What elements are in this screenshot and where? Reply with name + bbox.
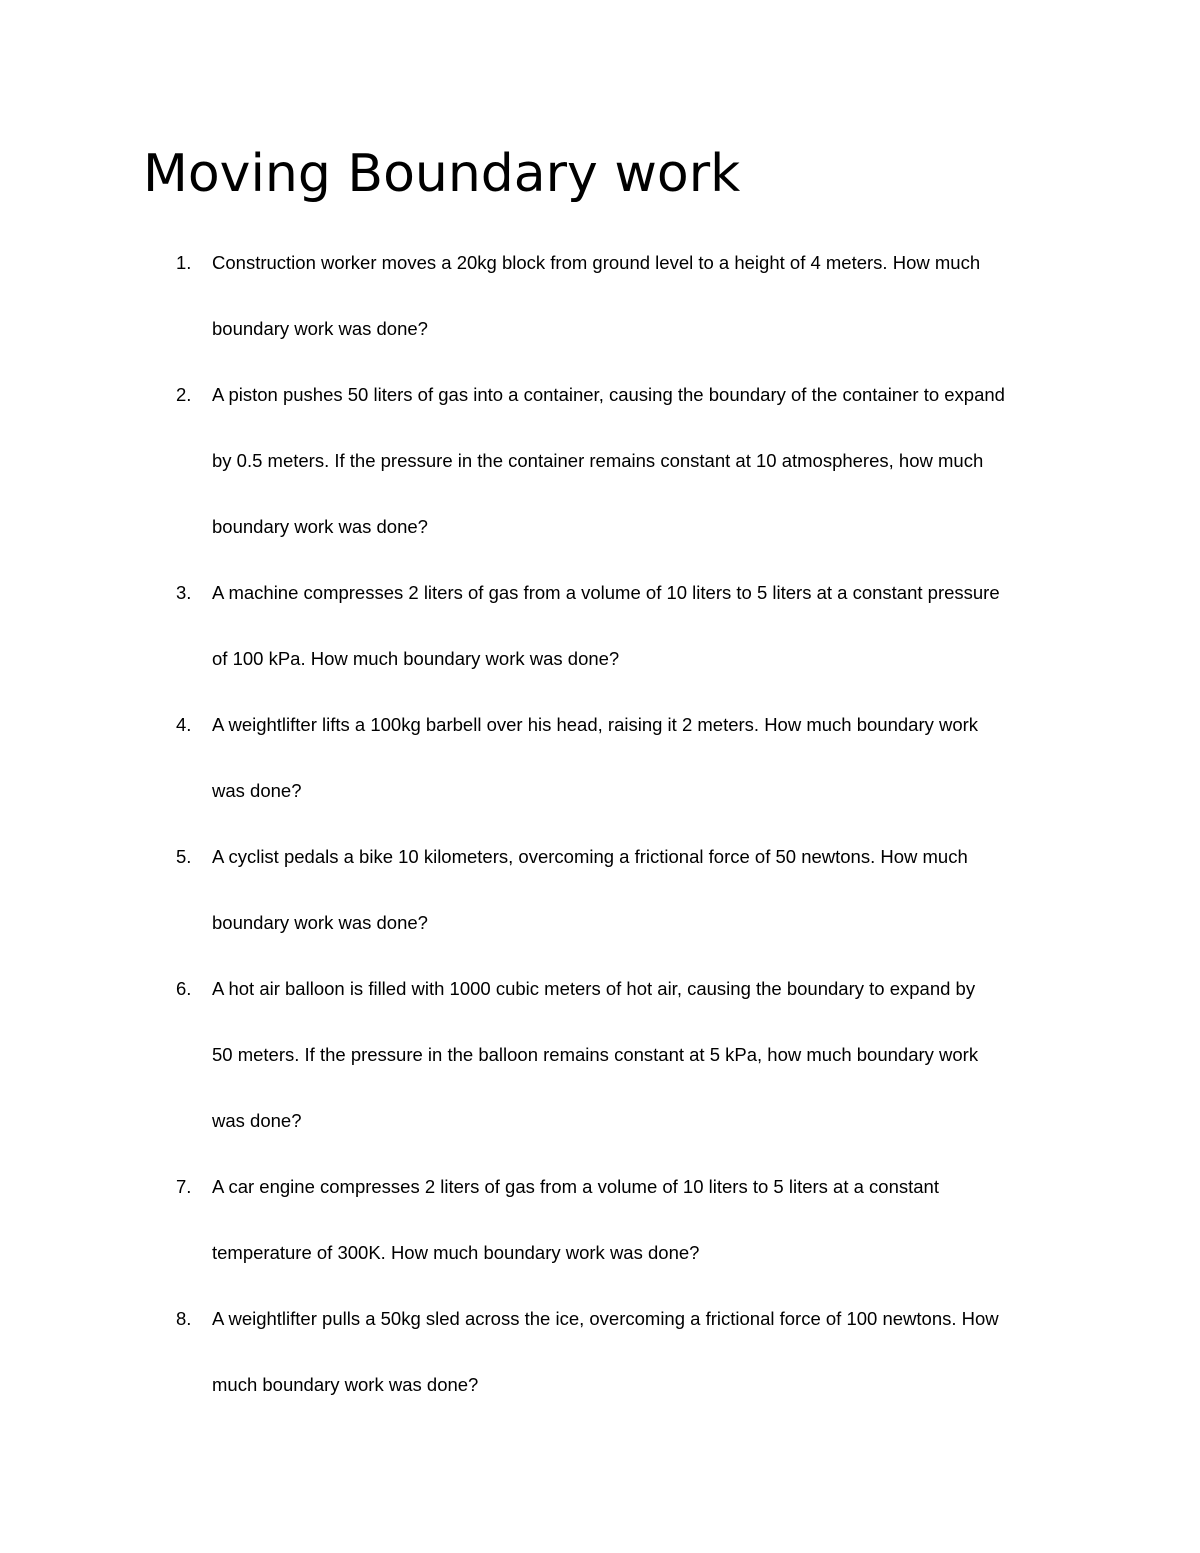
question-item: [0, 692, 1072, 824]
question-number: 1.: [176, 252, 192, 273]
question-number: 2.: [176, 384, 192, 405]
question-item: [0, 230, 1072, 362]
question-number: 8.: [176, 1308, 192, 1329]
question-item: [0, 1154, 1072, 1286]
question-text-line: was done?: [212, 780, 302, 801]
question-item: [0, 560, 1072, 692]
question-text-line: A cyclist pedals a bike 10 kilometers, overcoming a frictional force of 50 newtons. How much: [212, 846, 968, 867]
question-number: 7.: [176, 1176, 192, 1197]
question-list: [0, 230, 1200, 1418]
question-number: 6.: [176, 978, 192, 999]
question-item: [0, 956, 1072, 1154]
question-text-line: much boundary work was done?: [212, 1374, 479, 1395]
question-number: 3.: [176, 582, 192, 603]
question-text-line: Construction worker moves a 20kg block from ground level to a height of 4 meters. How much: [212, 252, 981, 273]
question-text-line: A piston pushes 50 liters of gas into a container, causing the boundary of the container to expand: [212, 384, 1005, 405]
question-number: 5.: [176, 846, 192, 867]
question-text-line: A weightlifter pulls a 50kg sled across the ice, overcoming a frictional force of 100 newtons. How: [212, 1308, 999, 1329]
question-text-line: A machine compresses 2 liters of gas from a volume of 10 liters to 5 liters at a constant pressure: [212, 582, 1000, 603]
question-text-line: temperature of 300K. How much boundary work was done?: [212, 1242, 700, 1263]
question-text-line: A car engine compresses 2 liters of gas from a volume of 10 liters to 5 liters at a constant: [212, 1176, 939, 1197]
question-item: [0, 824, 1072, 956]
question-text-line: by 0.5 meters. If the pressure in the container remains constant at 10 atmospheres, how much: [212, 450, 984, 471]
question-text-line: boundary work was done?: [212, 516, 428, 537]
question-number: 4.: [176, 714, 192, 735]
question-item: [0, 1286, 1072, 1418]
document-title: Moving Boundary work: [143, 144, 741, 204]
question-text-line: 50 meters. If the pressure in the balloon remains constant at 5 kPa, how much boundary work: [212, 1044, 979, 1065]
question-text-line: of 100 kPa. How much boundary work was done?: [212, 648, 620, 669]
question-text-line: A hot air balloon is filled with 1000 cubic meters of hot air, causing the boundary to expand by: [212, 978, 976, 999]
question-text-line: was done?: [212, 1110, 302, 1131]
question-item: [0, 362, 1072, 560]
question-text-line: boundary work was done?: [212, 318, 428, 339]
question-text-line: A weightlifter lifts a 100kg barbell over his head, raising it 2 meters. How much boundary work: [212, 714, 979, 735]
question-text-line: boundary work was done?: [212, 912, 428, 933]
